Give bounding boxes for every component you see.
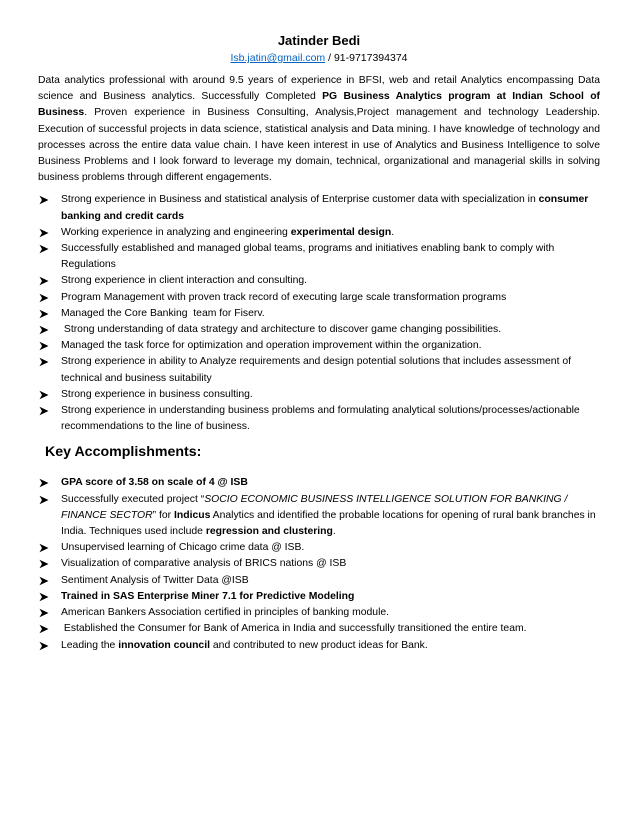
list-item	[38, 241, 600, 273]
experience-text: Strong experience in client interaction and consulting.	[61, 275, 308, 287]
chicago-text: Unsupervised learning of Chicago crime data @ ISB.	[61, 542, 305, 554]
arrow-bullet-icon	[39, 403, 51, 419]
gpa-text: GPA score of 3.58 on scale of 4 @ ISB	[61, 477, 248, 489]
arrow-bullet-icon	[39, 621, 51, 637]
experience-text: Strong experience in business consulting.	[61, 388, 253, 400]
experience-text: Strong experience in Business and statistical analysis of Enterprise customer data with specialization in	[61, 194, 539, 206]
candidate-name: Jatinder Bedi	[277, 33, 361, 48]
arrow-bullet-icon	[39, 306, 51, 322]
project-text-pre: Successfully executed project “	[61, 493, 205, 505]
list-item	[38, 338, 600, 354]
project-text-mid: ” for	[152, 509, 174, 521]
list-item	[38, 290, 600, 306]
list-item	[38, 225, 600, 241]
email-link[interactable]: Isb.jatin@gmail.com	[230, 52, 326, 64]
accomplishments-list	[38, 475, 600, 653]
arrow-bullet-icon	[39, 354, 51, 370]
summary-text-2: . Proven experience in Business Consulting, Analysis,Project management and technology Leadership. Execution of successful projects in data science, statistical analysis and Data mining. I have knowledge of technology and processes across the entire data value chain. I have keen interest in use of Analytics and Business Intelligence to solve Business Problems and I look forward to leverage my domain, technical, organizational and managerial skills in solving business problems through different engagements.	[38, 107, 600, 184]
boa-text: Established the Consumer for Bank of America in India and successfully transitioned the entire team.	[61, 623, 527, 635]
arrow-bullet-icon	[39, 492, 51, 508]
arrow-bullet-icon	[39, 387, 51, 403]
arrow-bullet-icon	[39, 540, 51, 556]
arrow-bullet-icon	[39, 338, 51, 354]
contact-separator: /	[325, 52, 334, 64]
arrow-bullet-icon	[39, 290, 51, 306]
project-text-post: Analytics and identified the probable locations for opening of rural bank branches in India. Techniques used include	[61, 509, 596, 538]
experience-text: Managed the task force for optimization and operation improvement within the organization.	[61, 340, 482, 352]
experience-bold-text: consumer banking and credit cards	[61, 194, 589, 222]
project-partner: Indicus	[173, 509, 211, 521]
list-item	[38, 589, 600, 605]
experience-text: Working experience in analyzing and engineering	[61, 226, 291, 238]
list-item	[38, 621, 600, 637]
project-text-end: .	[332, 526, 336, 538]
arrow-bullet-icon	[39, 322, 51, 338]
professional-summary	[38, 73, 600, 186]
brics-text: Visualization of comparative analysis of BRICS nations @ ISB	[61, 558, 347, 570]
experience-text: Strong experience in ability to Analyze requirements and design potential solutions that includes assessment of technical and business suitability	[61, 356, 574, 384]
experience-text: Managed the Core Banking team for Fiserv.	[61, 307, 265, 319]
arrow-bullet-icon	[39, 556, 51, 572]
arrow-bullet-icon	[39, 241, 51, 257]
list-item	[38, 475, 600, 491]
arrow-bullet-icon	[39, 273, 51, 289]
list-item	[38, 354, 600, 386]
list-item	[38, 192, 600, 224]
innovation-text-post: and contributed to new product ideas for Bank.	[210, 639, 428, 651]
innovation-text-pre: Leading the	[61, 639, 119, 651]
list-item	[38, 273, 600, 289]
list-item	[38, 605, 600, 621]
experience-text: Program Management with proven track record of executing large scale transformation programs	[61, 291, 507, 303]
arrow-bullet-icon	[39, 589, 51, 605]
list-item	[38, 492, 600, 541]
innovation-bold: innovation council	[118, 639, 210, 651]
project-techniques: regression and clustering	[205, 526, 333, 538]
list-item	[38, 573, 600, 589]
list-item	[38, 403, 600, 435]
aba-text: American Bankers Association certified in principles of banking module.	[61, 607, 390, 619]
list-item	[38, 638, 600, 654]
list-item	[38, 556, 600, 572]
experience-list	[38, 192, 600, 435]
phone-number: 91-9717394374	[333, 52, 408, 64]
list-item	[38, 540, 600, 556]
project-title: SOCIO ECONOMIC BUSINESS INTELLIGENCE SOLUTION FOR BANKING / FINANCE SECTOR	[61, 493, 568, 521]
arrow-bullet-icon	[39, 225, 51, 241]
arrow-bullet-icon	[39, 573, 51, 589]
twitter-text: Sentiment Analysis of Twitter Data @ISB	[61, 574, 249, 586]
experience-text: Strong understanding of data strategy and architecture to discover game changing possibilities.	[61, 324, 502, 336]
experience-text: Strong experience in understanding business problems and formulating analytical solutions/processes/actionable recommendations to the line of business.	[61, 405, 583, 433]
accomplishments-heading: Key Accomplishments:	[45, 444, 202, 461]
list-item	[38, 387, 600, 403]
arrow-bullet-icon	[39, 605, 51, 621]
sas-text: Trained in SAS Enterprise Miner 7.1 for Predictive Modeling	[61, 590, 355, 602]
experience-bold-text: experimental design	[290, 226, 392, 238]
summary-text-1: Data analytics professional with around 9.5 years of experience in BFSI, web and retail Analytics encompassing Data science and Business analytics. Successfully Completed	[38, 75, 600, 103]
experience-text: Successfully established and managed global teams, programs and initiatives enabling bank to comply with Regulations	[61, 243, 558, 271]
list-item	[38, 322, 600, 338]
experience-text-end: .	[391, 226, 395, 238]
list-item	[38, 306, 600, 322]
arrow-bullet-icon	[39, 638, 51, 654]
arrow-bullet-icon	[39, 192, 51, 208]
arrow-bullet-icon	[39, 475, 51, 491]
summary-bold-program: PG Business Analytics program at Indian School of Business	[38, 91, 600, 119]
contact-line	[38, 51, 600, 65]
